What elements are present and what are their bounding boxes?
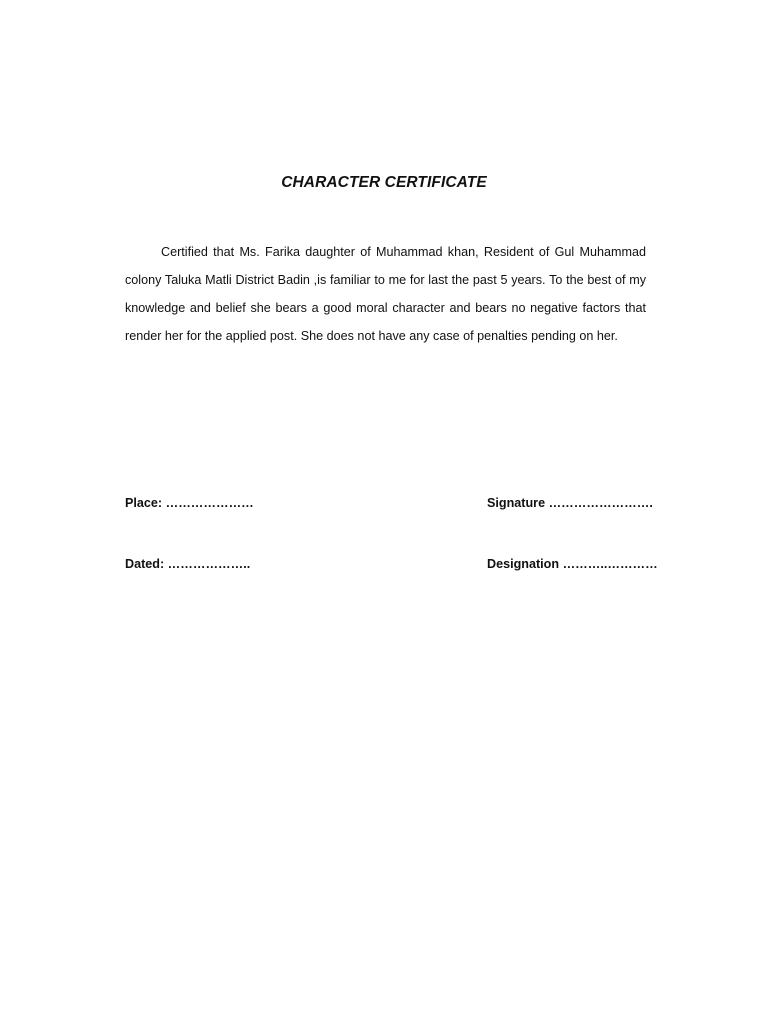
certificate-body-text: Certified that Ms. Farika daughter of Muhammad khan, Resident of Gul Muhammad colony Taluka Matli District Badin ,is familiar to me for last the past 5 years. To the best of my knowledge and belief she bears a good moral character and bears no negative factors that render her for the applied post. She does not have any case of penalties pending on her. (125, 245, 646, 343)
certificate-title: CHARACTER CERTIFICATE (281, 174, 487, 191)
designation-field: Designation ………..………… (487, 557, 658, 571)
dated-field: Dated: ……………….. (125, 557, 251, 571)
signature-field: Signature ……………………. (487, 496, 653, 510)
certificate-body (125, 238, 646, 350)
place-field: Place: ………………… (125, 496, 254, 510)
